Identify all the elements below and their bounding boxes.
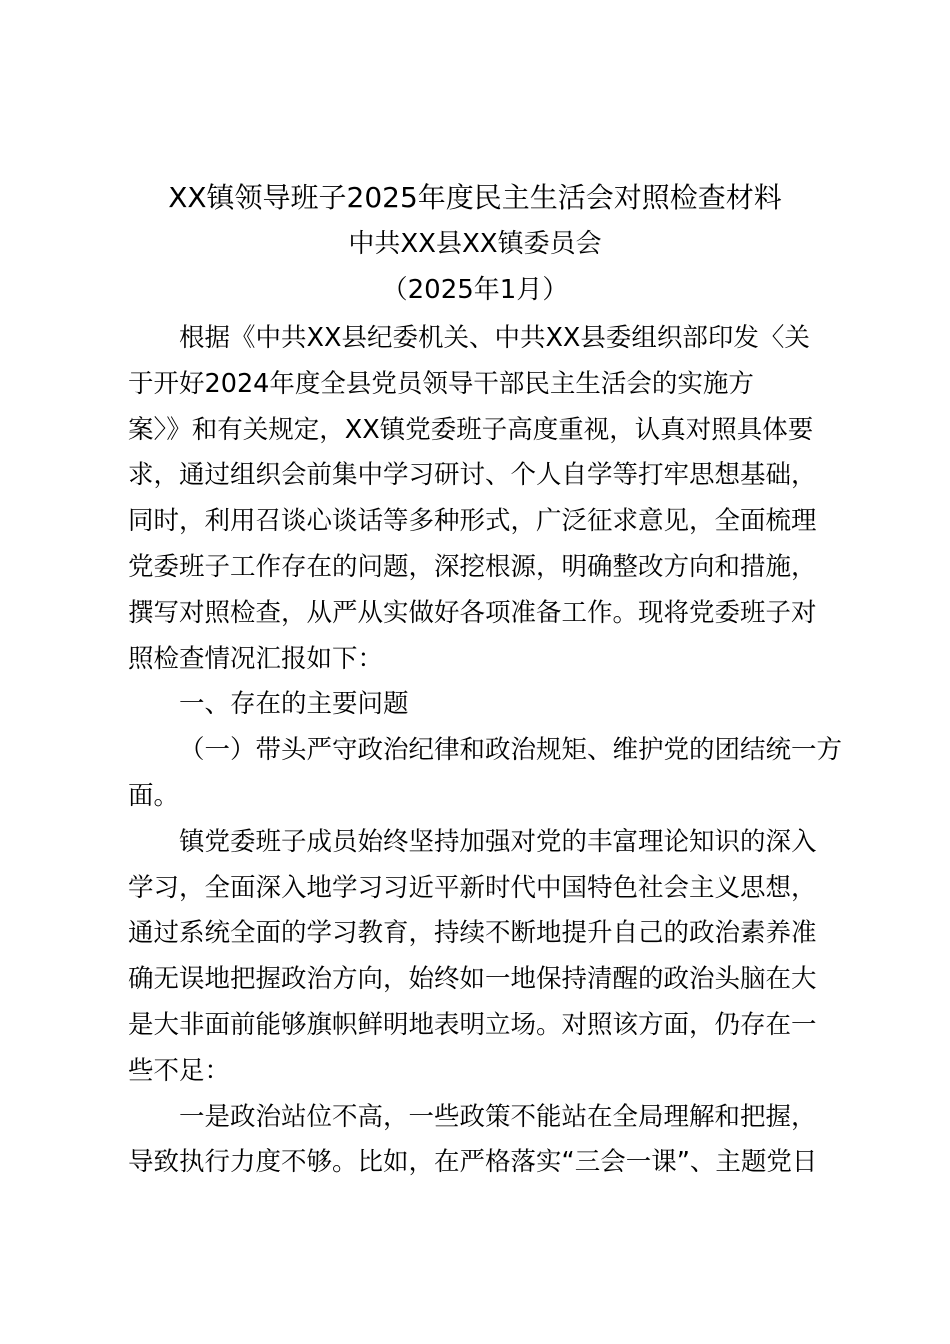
text-line: 通过系统全面的学习教育，持续不断地提升自己的政治素养准 <box>128 918 817 949</box>
document-body <box>128 316 843 1186</box>
document-title: XX镇领导班子2025年度民主生活会对照检查材料 <box>168 181 782 214</box>
paragraph-study <box>128 820 832 1095</box>
text-line: （一）带头严守政治纪律和政治规矩、维护党的团结统一方 <box>179 735 843 766</box>
subsection-heading <box>128 728 843 820</box>
text-line: 学习，全面深入地学习习近平新时代中国特色社会主义思想， <box>128 872 817 903</box>
paragraph-issue-one <box>128 1095 832 1187</box>
text-line: 导致执行力度不够。比如，在严格落实“三会一课”、主题党日 <box>128 1147 818 1178</box>
text-line: 一、存在的主要问题 <box>179 689 409 720</box>
text-line: 于开好2024年度全县党员领导干部民主生活会的实施方 <box>128 368 754 399</box>
text-line: 案〉》和有关规定，XX镇党委班子高度重视，认真对照具体要 <box>128 414 814 445</box>
text-line: 撰写对照检查，从严从实做好各项准备工作。现将党委班子对 <box>128 597 817 628</box>
text-line: 确无误地把握政治方向，始终如一地保持清醒的政治头脑在大 <box>128 964 817 995</box>
text-line: 照检查情况汇报如下： <box>128 643 384 674</box>
text-line: 党委班子工作存在的问题，深挖根源，明确整改方向和措施， <box>128 551 817 582</box>
paragraph-intro <box>128 316 832 682</box>
text-line: 镇党委班子成员始终坚持加强对党的丰富理论知识的深入 <box>179 826 817 857</box>
document-issuer: 中共XX县XX镇委员会 <box>348 229 602 259</box>
text-line: 根据《中共XX县纪委机关、中共XX县委组织部印发〈关 <box>179 323 810 353</box>
text-line: 一是政治站位不高，一些政策不能站在全局理解和把握， <box>179 1101 817 1132</box>
text-line: 同时，利用召谈心谈话等多种形式，广泛征求意见，全面梳理 <box>128 506 817 537</box>
text-line: 些不足： <box>128 1055 231 1086</box>
section-heading <box>128 682 832 728</box>
document-date: （2025年1月） <box>381 275 569 305</box>
text-line: 面。 <box>128 780 180 811</box>
text-line: 求，通过组织会前集中学习研讨、个人自学等打牢思想基础， <box>128 460 817 491</box>
text-line: 是大非面前能够旗帜鲜明地表明立场。对照该方面，仍存在一 <box>128 1009 817 1040</box>
